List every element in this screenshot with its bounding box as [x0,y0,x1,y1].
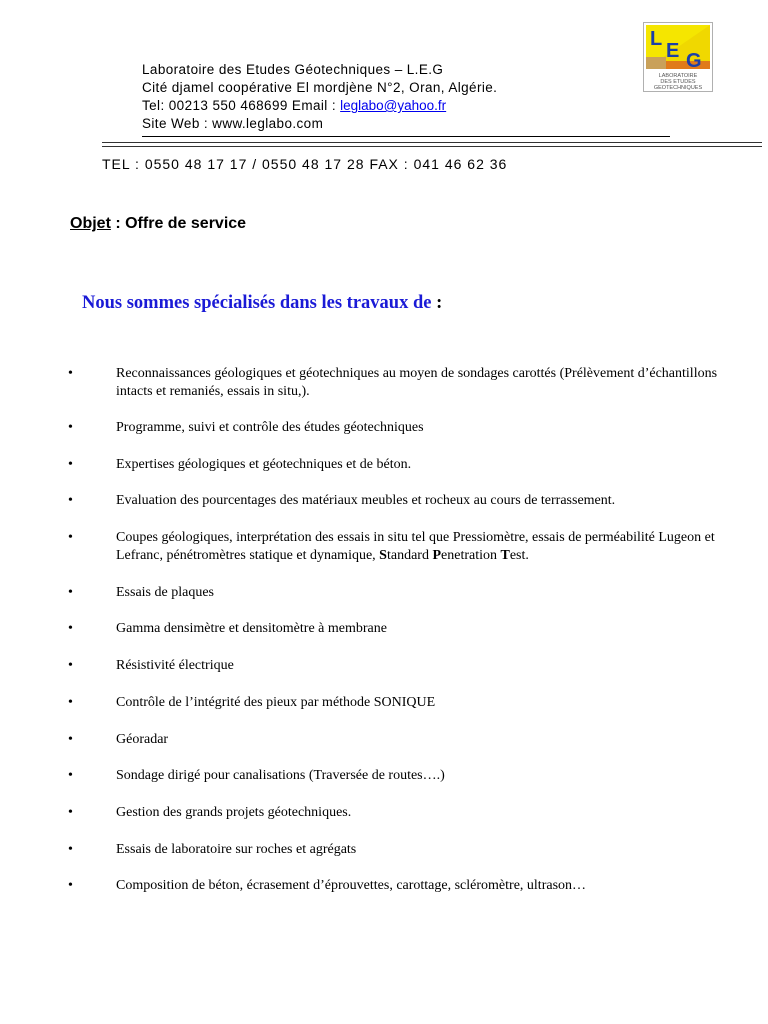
subject-text: : Offre de service [110,215,247,232]
bullet: • [68,420,73,435]
bullet: • [68,805,73,820]
bullet: • [68,366,73,381]
list-item-text [116,529,736,565]
lab-name: Laboratoire des Etudes Géotechniques – L.E.G [142,62,444,77]
header-rule [142,136,670,137]
intro-colon: : [436,293,443,313]
bullet: • [68,878,73,893]
letterhead [142,61,497,133]
spt-s-rest: tandard [386,548,433,563]
phone-text: Tel: 00213 550 468699 Email : [142,98,341,113]
lab-phone-email [142,97,497,115]
bullet: • [68,842,73,857]
contact-line: TEL : 0550 48 17 17 / 0550 48 17 28 FAX : 041 46 62 36 [102,156,508,172]
list-item-text: Essais de laboratoire sur roches et agrégats [116,842,357,857]
logo-letter-l: L [650,28,663,50]
bullet: • [68,658,73,673]
list-item-text: Composition de béton, écrasement d’éprouvettes, carottage, scléromètre, ultrason… [116,878,587,893]
subject-label: Objet [70,215,111,232]
list-item-text: Résistivité électrique [116,658,234,673]
lab-website: Site Web : www.leglabo.com [142,116,324,131]
list-item-text-main: Coupes géologiques, interprétation des essais in situ tel que Pressiomètre, essais de perméabilité Lugeon et Lefranc, pénétromètres statique et dynamique, [116,530,715,563]
logo-letter-g: G [686,50,702,72]
bullet: • [68,530,73,545]
bullet: • [68,493,73,508]
intro-text: Nous sommes spécialisés dans les travaux de [82,293,437,313]
leg-logo-graphic [644,23,712,91]
list-item-text: Sondage dirigé pour canalisations (Traversée de routes….) [116,768,445,783]
leg-logo [643,22,713,92]
logo-letter-e: E [666,40,680,62]
lab-address: Cité djamel coopérative El mordjène N°2, Oran, Algérie. [142,80,498,95]
bullet: • [68,732,73,747]
bullet: • [68,695,73,710]
logo-caption-line: GEOTECHNIQUES [653,85,703,91]
bullet: • [68,585,73,600]
list-item-text: Gamma densimètre et densitomètre à membrane [116,621,387,636]
spt-t: T [500,548,510,563]
list-item-text: Reconnaissances géologiques et géotechniques au moyen de sondages carottés (Prélèvement d’échantillons intacts et remaniés, essais in situ,). [116,366,718,399]
intro-heading [82,293,442,314]
bullet: • [68,621,73,636]
list-item-text: Expertises géologiques et géotechniques et de béton. [116,457,412,472]
logo-caption-line: LABORATOIRE [658,73,698,79]
bullet: • [68,768,73,783]
spt-s: S [379,548,387,563]
bullet: • [68,457,73,472]
list-item-text: Gestion des grands projets géotechniques. [116,805,352,820]
logo-caption-line: DES ETUDES [660,79,696,85]
list-item-text: Programme, suivi et contrôle des études géotechniques [116,420,424,435]
list-item-text: Essais de plaques [116,585,214,600]
list-item-text: Géoradar [116,732,169,747]
spt-p: P [432,548,442,563]
email-link[interactable]: leglabo@yahoo.fr [340,98,447,113]
subject-line [70,215,246,233]
list-item-text: Evaluation des pourcentages des matériaux meubles et rocheux au cours de terrassement. [116,493,616,508]
list-item-text: Contrôle de l’intégrité des pieux par méthode SONIQUE [116,695,436,710]
spt-p-rest: enetration [441,548,501,563]
spt-t-rest: est. [509,548,529,563]
double-divider [102,142,762,147]
